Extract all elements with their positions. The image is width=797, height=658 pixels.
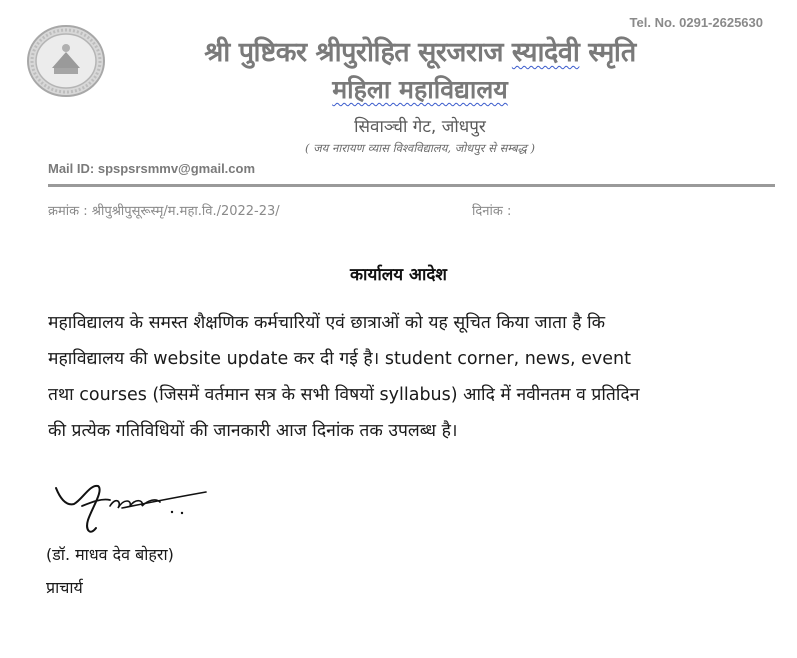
principal-signature [52, 478, 212, 538]
body-line: की प्रत्येक गतिविधियों की जानकारी आज दिनांक तक उपलब्ध है। [48, 421, 458, 441]
signatory-name: (डॉ. माधव देव बोहरा) [46, 545, 174, 564]
body-line: महाविद्यालय के समस्त शैक्षणिक कर्मचारियों एवं छात्राओं को यह सूचित किया जाता है कि [48, 313, 606, 333]
body-line: तथा courses (जिसमें वर्तमान सत्र के सभी विषयों syllabus) आदि में नवीनतम व प्रतिदिन [48, 385, 640, 405]
header-divider [48, 184, 775, 187]
college-name-line1 [110, 32, 730, 69]
university-affiliation: ( जय नारायण व्यास विश्वविद्यालय, जोधपुर से सम्बद्ध ) [304, 141, 536, 155]
college-name-line2 [110, 72, 730, 106]
college-seal-logo [26, 24, 106, 98]
reference-number: क्रमांक : श्रीपुश्रीपुसूरूस्मृ/म.महा.वि./2022-23/ [48, 204, 280, 219]
college-name-part: श्री पुष्टिकर श्रीपुरोहित सूरजराज [204, 37, 512, 68]
college-address: सिवाञ्ची गेट, जोधपुर [354, 117, 486, 137]
date-label: दिनांक : [472, 204, 512, 219]
signatory-designation: प्राचार्य [46, 578, 83, 597]
college-name-part: महिला महाविद्यालय [332, 75, 508, 104]
body-line: महाविद्यालय की website update कर दी गई है। student corner, news, event [48, 349, 631, 369]
college-name-part: स्यादेवी [511, 37, 580, 68]
telephone-number: Tel. No. 0291-2625630 [629, 15, 763, 30]
college-name-part: स्मृति [579, 37, 636, 68]
office-order-heading: कार्यालय आदेश [350, 265, 447, 285]
mail-id: Mail ID: spspsrsmmv@gmail.com [48, 161, 256, 176]
